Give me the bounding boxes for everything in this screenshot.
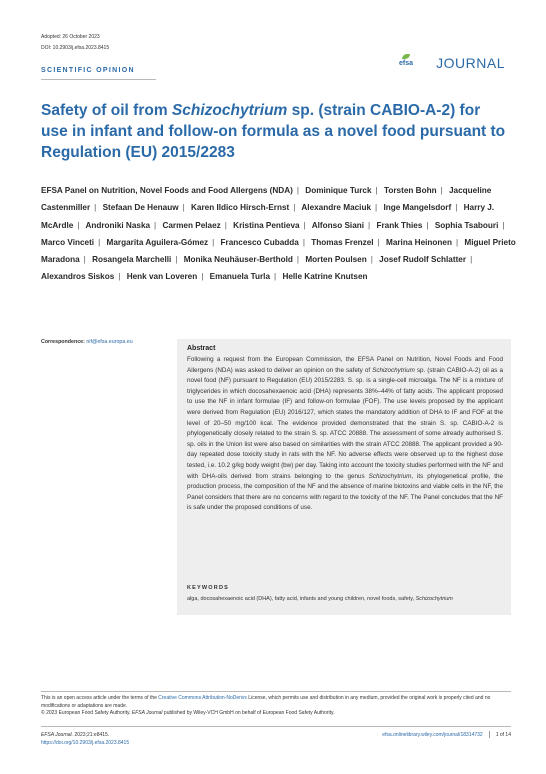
title-part: sp. (strain CABIO-A-2) for use in infant and follow-on formula as a novel food pursuant to Regulation (EU) 2015/2283 xyxy=(41,102,506,161)
author-list xyxy=(41,182,521,286)
author-separator: | xyxy=(455,203,458,213)
copyright-text: © 2023 European Food Safety Authority. xyxy=(41,710,132,717)
author-name: Androniki Naska xyxy=(85,220,151,230)
author-name: Karen Ildico Hirsch-Ernst xyxy=(190,203,290,213)
keywords-text xyxy=(187,595,501,603)
author-separator: | xyxy=(302,237,305,247)
abstract-part: Following a request from the European Commission, the EFSA Panel on Nutrition, Novel Foods and Food Allergens (NDA) was asked to deliver an opinion on the safety of xyxy=(187,356,503,374)
divider xyxy=(41,726,511,727)
author-name: Sophia Tsabouri xyxy=(434,220,499,230)
abstract-part: , its phylogenetical profile, the production process, the composition of the NF and the absence of marine biotoxins and viable cells in the NF, the Panel considers that there are no concerns with regard to the toxicity of the NF. The Panel concludes that the NF is safe under the proposed conditions of use. xyxy=(187,472,503,512)
author-separator: | xyxy=(470,255,473,265)
journal-name: EFSA Journal. xyxy=(41,732,74,738)
footer-doi-link[interactable]: https://doi.org/10.2903/j.efsa.2023.8415 xyxy=(41,740,130,746)
author-name: Henk van Loveren xyxy=(126,272,198,282)
journal-site-link[interactable]: efsa.onlinelibrary.wiley.com/journal/18314732 xyxy=(382,731,483,738)
keywords-part: alga, docosahexaenoic acid (DHA), fatty acid, infants and young children, novel foods, safety, xyxy=(187,596,416,602)
license-notice xyxy=(41,695,513,718)
author-separator: | xyxy=(293,203,296,213)
copyright-text: published by Wiley-VCH GmbH on behalf of European Food Safety Authority. xyxy=(162,710,335,717)
author-name: Monika Neuhäuser-Berthold xyxy=(183,255,293,265)
article-title xyxy=(41,100,511,163)
separator xyxy=(489,731,490,738)
author-separator: | xyxy=(98,237,101,247)
author-name: Torsten Bohn xyxy=(383,186,437,195)
license-text: License, which permits use and distribution in any medium, provided the original work is properly cited and no modifications or adaptations are made. xyxy=(41,695,491,709)
author-name: Harry J. McArdle xyxy=(41,203,495,230)
footer-citation xyxy=(41,731,129,747)
license-text: This is an open access article under the terms of the xyxy=(41,695,159,701)
author-separator: | xyxy=(426,220,429,230)
author-separator: | xyxy=(303,220,306,230)
title-part: Safety of oil from xyxy=(41,102,172,119)
author-name: Frank Thies xyxy=(376,220,423,230)
abstract-italic: Schizochytrium xyxy=(368,472,412,480)
author-name: Morten Poulsen xyxy=(305,255,367,265)
author-separator: | xyxy=(83,255,86,265)
title-italic: Schizochytrium xyxy=(171,102,288,119)
adopted-date: Adopted: 26 October 2023 xyxy=(41,34,100,40)
author-separator: | xyxy=(94,203,97,213)
author-separator: | xyxy=(502,220,505,230)
author-separator: | xyxy=(274,272,277,282)
author-name: Emanuela Turla xyxy=(209,272,271,282)
logo-efsa-text: efsa xyxy=(398,60,413,67)
author-name: Carmen Pelaez xyxy=(162,220,221,230)
author-name: Margarita Aguilera-Gómez xyxy=(106,237,209,247)
author-name: Helle Katrine Knutsen xyxy=(282,272,368,282)
author-separator: | xyxy=(375,203,378,213)
abstract-italic: Schizochytrium xyxy=(372,366,415,374)
correspondence-email[interactable]: nif@efsa.europa.eu xyxy=(86,339,133,345)
abstract-text xyxy=(187,355,503,514)
author-name: Marco Vinceti xyxy=(41,237,95,247)
author-name: Jacqueline Castenmiller xyxy=(41,186,492,213)
author-name: Alexandros Siskos xyxy=(41,272,115,282)
abstract-heading: Abstract xyxy=(187,345,216,352)
license-link[interactable]: Creative Commons Attribution-NoDerivs xyxy=(158,695,247,701)
author-name: EFSA Panel on Nutrition, Novel Foods and Food Allergens (NDA) xyxy=(41,186,293,195)
author-name: Alfonso Siani xyxy=(311,220,365,230)
author-separator: | xyxy=(154,220,157,230)
author-separator: | xyxy=(368,220,371,230)
author-name: Kristina Pentieva xyxy=(233,220,300,230)
author-name: Josef Rudolf Schlatter xyxy=(379,255,467,265)
abstract-box xyxy=(177,339,511,615)
divider xyxy=(41,79,156,80)
keywords-heading: KEYWORDS xyxy=(187,585,229,591)
leaf-icon xyxy=(402,54,410,59)
author-name: Dominique Turck xyxy=(305,186,372,195)
author-separator: | xyxy=(175,255,178,265)
section-label: SCIENTIFIC OPINION xyxy=(41,67,135,74)
journal-ref: 2023;21:e8415. xyxy=(73,732,110,738)
article-meta xyxy=(41,32,109,54)
author-name: Miguel Prieto Maradona xyxy=(41,237,516,265)
author-separator: | xyxy=(224,220,227,230)
divider xyxy=(41,691,511,692)
author-name: Francesco Cubadda xyxy=(220,237,299,247)
author-separator: | xyxy=(296,255,300,265)
author-separator: | xyxy=(370,255,373,265)
doi-line: DOI: 10.2903/j.efsa.2023.8415 xyxy=(41,45,110,51)
author-name: Alexandre Maciuk xyxy=(301,203,372,213)
author-name: Marina Heinonen xyxy=(386,237,452,247)
author-separator: | xyxy=(182,203,185,213)
correspondence-label: Correspondence: xyxy=(41,339,85,345)
author-name: Thomas Frenzel xyxy=(311,237,374,247)
correspondence xyxy=(41,339,133,345)
author-separator: | xyxy=(440,186,443,195)
author-separator: | xyxy=(201,272,204,282)
keywords-italic: Schizochytrium xyxy=(415,596,453,602)
author-name: Stefaan De Henauw xyxy=(102,203,179,213)
footer-right xyxy=(382,731,511,738)
page-number: 1 of 14 xyxy=(495,731,511,738)
author-separator: | xyxy=(377,237,380,247)
author-separator: | xyxy=(455,237,459,247)
author-name: Rosangela Marchelli xyxy=(92,255,172,265)
efsa-journal-logo xyxy=(345,52,505,74)
author-separator: | xyxy=(118,272,121,282)
author-separator: | xyxy=(296,186,299,195)
author-separator: | xyxy=(212,237,215,247)
author-name: Inge Mangelsdorf xyxy=(383,203,452,213)
author-separator: | xyxy=(77,220,80,230)
copyright-italic: EFSA Journal xyxy=(131,710,163,717)
author-separator: | xyxy=(375,186,378,195)
logo-journal-text: JOURNAL xyxy=(436,55,505,71)
abstract-part: sp. (strain CABIO-A-2) oil as a novel food (NF) pursuant to Regulation (EU) 2015/2283. S. sp. is a single-cell microalga. The NF is a mixture of triglycerides in which docosahexaenoic acid (DHA) represents 38%–44% of fatty acids. The applicant proposed to use the NF in infant formulae (IF) and follow-on formulae (FOF). The use levels proposed by the applicant were derived from Regulation (EU) 2016/127, which states the mandatory addition of DHA to IF and FOF at the level of 20–50 mg/100 kcal. The evidence provided demonstrated that the strain S. sp. CABIO-A-2 is phylogenetically closely related to the strain S. sp. ATCC 20888. The assessment of some already authorised S. sp. oils in the Union list were also based on similarities with the strain ATCC 20888. The applicant provided a 90-day repeated dose toxicity study in rats with the NF. No adverse effects were observed up to the highest dose tested, i.e. 10.2 g/kg body weight (bw) per day. Taking into account the toxicity studies performed with the NF and with DHA-oils derived from strains belonging to the genus xyxy=(187,366,503,480)
